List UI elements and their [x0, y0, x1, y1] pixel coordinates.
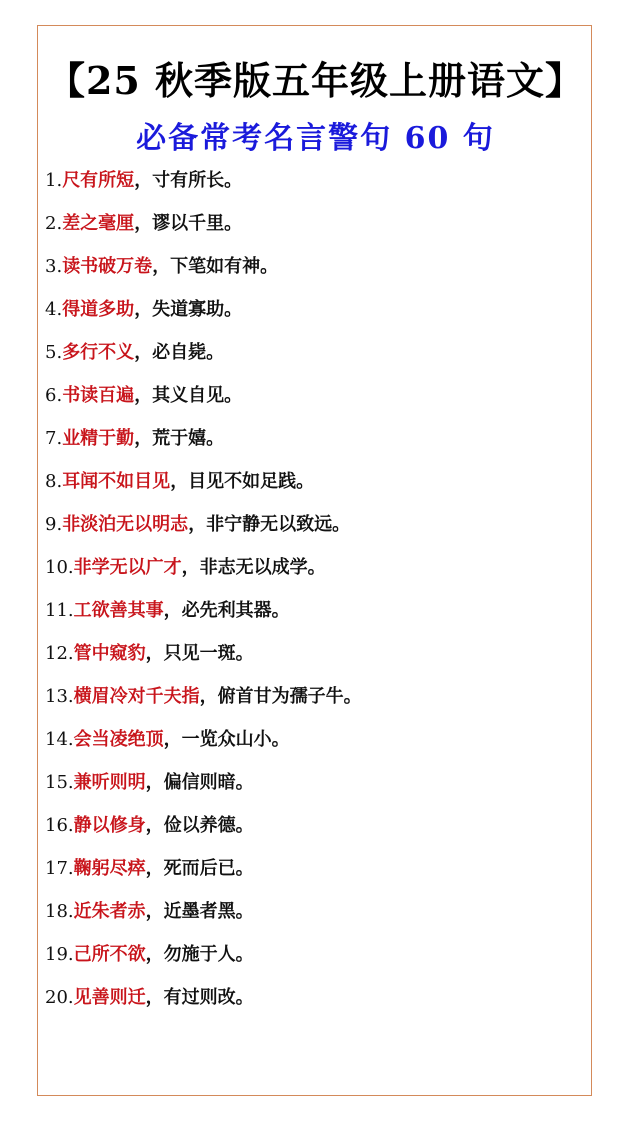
quote-second-half: ，近墨者黑。: [145, 901, 254, 922]
quote-item: [45, 770, 585, 813]
quote-second-half: ，偏信则暗。: [145, 772, 254, 793]
quote-number: 12.: [45, 643, 74, 664]
quote-second-half: ，必自毙。: [134, 342, 225, 363]
quote-number: 1.: [45, 170, 63, 191]
quote-second-half: ，勿施于人。: [145, 944, 254, 965]
quote-item: [45, 555, 585, 598]
quote-first-half: 管中窥豹: [73, 643, 146, 664]
quote-number: 8.: [45, 471, 63, 492]
quote-item: [45, 426, 585, 469]
quote-item: [45, 297, 585, 340]
quote-first-half: 见善则迁: [73, 987, 146, 1008]
quote-item: [45, 340, 585, 383]
quote-item: [45, 985, 585, 1028]
quote-list: [45, 168, 585, 1028]
quote-item: [45, 856, 585, 899]
quote-second-half: ，失道寡助。: [134, 299, 243, 320]
quote-item: [45, 383, 585, 426]
quote-item: [45, 512, 585, 555]
quote-second-half: ，死而后已。: [145, 858, 254, 879]
quote-second-half: ，寸有所长。: [134, 170, 243, 191]
quote-number: 18.: [45, 901, 74, 922]
quote-item: [45, 211, 585, 254]
quote-first-half: 静以修身: [73, 815, 146, 836]
quote-number: 2.: [45, 213, 63, 234]
quote-number: 3.: [45, 256, 63, 277]
quote-number: 7.: [45, 428, 63, 449]
quote-first-half: 差之毫厘: [62, 213, 135, 234]
quote-second-half: ，其义自见。: [134, 385, 243, 406]
quote-second-half: ，荒于嬉。: [134, 428, 225, 449]
quote-second-half: ，谬以千里。: [134, 213, 243, 234]
quote-second-half: ，下笔如有神。: [152, 256, 279, 277]
quote-number: 5.: [45, 342, 63, 363]
quote-number: 16.: [45, 815, 74, 836]
quote-item: [45, 942, 585, 985]
quote-second-half: ，俭以养德。: [145, 815, 254, 836]
quote-first-half: 多行不义: [62, 342, 135, 363]
quote-number: 13.: [45, 686, 74, 707]
quote-number: 9.: [45, 514, 63, 535]
quote-item: [45, 684, 585, 727]
quote-item: [45, 469, 585, 512]
quote-number: 14.: [45, 729, 74, 750]
quote-number: 11.: [45, 600, 74, 621]
quote-item: [45, 727, 585, 770]
quote-number: 17.: [45, 858, 74, 879]
quote-first-half: 读书破万卷: [62, 256, 153, 277]
quote-number: 20.: [45, 987, 74, 1008]
quote-first-half: 非淡泊无以明志: [62, 514, 189, 535]
quote-item: [45, 813, 585, 856]
quote-second-half: ，一览众山小。: [163, 729, 290, 750]
quote-first-half: 横眉冷对千夫指: [73, 686, 200, 707]
quote-first-half: 业精于勤: [62, 428, 135, 449]
quote-number: 19.: [45, 944, 74, 965]
quote-first-half: 得道多助: [62, 299, 135, 320]
page-subtitle: 必备常考名言警句 60 句: [136, 121, 495, 156]
quote-first-half: 耳闻不如目见: [62, 471, 171, 492]
quote-second-half: ，非志无以成学。: [181, 557, 326, 578]
quote-number: 15.: [45, 772, 74, 793]
quote-first-half: 鞠躬尽瘁: [73, 858, 146, 879]
quote-first-half: 己所不欲: [73, 944, 146, 965]
quote-item: [45, 598, 585, 641]
quote-first-half: 书读百遍: [62, 385, 135, 406]
quote-second-half: ，必先利其器。: [163, 600, 290, 621]
quote-first-half: 尺有所短: [62, 170, 135, 191]
quote-item: [45, 254, 585, 297]
quote-item: [45, 641, 585, 684]
quote-first-half: 兼听则明: [73, 772, 146, 793]
quote-second-half: ，俯首甘为孺子牛。: [199, 686, 362, 707]
quote-second-half: ，有过则改。: [145, 987, 254, 1008]
quote-second-half: ，只见一斑。: [145, 643, 254, 664]
page-title: 【25 秋季版五年级上册语文】: [46, 58, 585, 103]
quote-first-half: 工欲善其事: [73, 600, 164, 621]
quote-first-half: 近朱者赤: [73, 901, 146, 922]
quote-item: [45, 899, 585, 942]
quote-number: 4.: [45, 299, 63, 320]
quote-item: [45, 168, 585, 211]
quote-second-half: ，目见不如足践。: [170, 471, 315, 492]
quote-second-half: ，非宁静无以致远。: [188, 514, 351, 535]
quote-first-half: 非学无以广才: [73, 557, 182, 578]
quote-number: 6.: [45, 385, 63, 406]
quote-first-half: 会当凌绝顶: [73, 729, 164, 750]
quote-number: 10.: [45, 557, 74, 578]
